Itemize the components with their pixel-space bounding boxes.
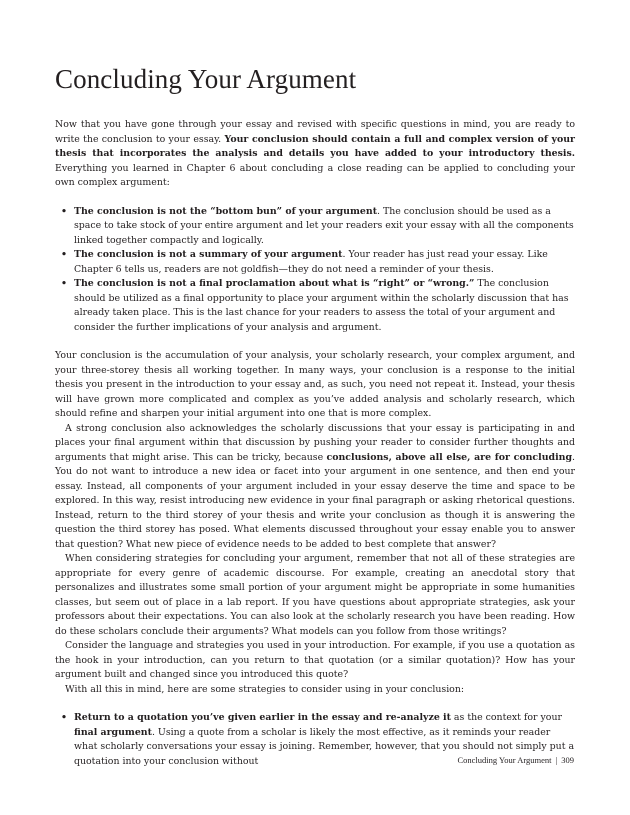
bullet-bold: The conclusion is not a final proclamation about what is “right” or “wrong.” [74,278,475,289]
body-text [55,118,575,769]
bullet-bold: The conclusion is not a summary of your argument [74,249,343,260]
bullet-icon: • [61,278,67,289]
para3-text-1: A strong conclusion also acknowledges the scholarly discussions that your essay is participating in and places your final argument within that discussion by pushing your reader to consider further thoughts and arguments that might arise. This can be tricky, because [55,422,575,463]
page-title: Concluding Your Argument [55,64,357,94]
paragraph-accumulation: Your conclusion is the accumulation of your analysis, your scholarly research, your complex argument, and your three-storey thesis all working together. In many ways, your conclusion is a response to the initial thesis you present in the introduction to your essay and, as such, you need not repeat it. Instead, your thesis will have grown more complicated and complex as you’ve added analysis and scholarly research, which should refine and sharpen your initial argument into one that is more complex. [55,350,575,419]
intro-paragraph [55,118,575,191]
page-number: 309 [561,755,574,765]
para3-bold: conclusions, above all else, are for concluding [326,451,573,463]
list-item [55,248,575,277]
paragraph-language: Consider the language and strategies you used in your introduction. For example, if you use a quotation as the hook in your introduction, can you return to that quotation (or a similar quotation)? How has your argument built and changed since you introduced this quote? [55,640,575,680]
strategy-bold-1: Return to a quotation you’ve given earlier in the essay and re-analyze it [74,712,451,723]
list-item [55,205,575,249]
bullet-icon: • [61,205,67,217]
paragraph-strategies: When considering strategies for concluding your argument, remember that not all of these strategies are appropriate for every genre of academic discourse. For example, creating an anecdotal story that personalizes and illustrates some small portion of your argument might be appropriate in some humanities classes, but seem out of place in a lab report. If you have questions about appropriate strategies, ask your professors about their expectations. You can also look at the scholarly research you have been reading. How do these scholars conclude their arguments? What models can you follow from those writings? [55,553,575,637]
bullet-text: The conclusion should be utilized as a final opportunity to place your argument within the scholarly discussion that has already taken place. This is the last chance for your readers to assess the total of your argument and consider the further implications of your analysis and argument. [74,278,569,333]
para3-text-2: . You do not want to introduce a new idea or facet into your argument in one sentence, and then end your essay. Instead, all components of your argument included in your essay deserve the time and space to be explored. In this way, resist introducing new evidence in your final paragraph or asking rhetorical questions. Instead, return to the third storey of your thesis and write your conclusion as though it is answering the question the third storey has posed. What elements discussed throughout your essay enable you to answer that question? What new piece of evidence needs to be added to best complete that answer? [55,451,575,550]
bullet-icon: • [61,249,67,260]
strategy-bold-2: final argument [74,726,152,738]
page-footer [457,755,574,765]
bullet-bold: The conclusion is not the “bottom bun” of your argument [74,205,378,217]
footer-chapter-title: Concluding Your Argument [457,755,552,765]
list-item [55,277,575,335]
bullet-icon: • [61,712,67,723]
bullet-text: . The conclusion should be used as a space to take stock of your entire argument and let your readers exit your essay with all the components linked together compactly and logically. [74,205,574,246]
conclusion-not-list [55,205,575,336]
intro-text-2: Everything you learned in Chapter 6 about concluding a close reading can be applied to concluding your own complex argument: [55,162,575,188]
strategy-text-1: as the context for your [450,712,562,723]
bullet-text: . Your reader has just read your essay. Like Chapter 6 tells us, readers are not goldfish—they do not need a reminder of your thesis. [74,249,548,275]
intro-text-1: Now that you have gone through your essay and revised with specific questions in mind, you are ready to write the conclusion to your essay. [55,119,575,145]
paragraph-strong-conclusion [55,422,575,553]
strategy-text-2: . Using a quote from a scholar is likely the most effective, as it reminds your reader what scholarly conversations your essay is joining. Remember, however, that you should not simply put a quotation into your conclusion without [74,726,575,767]
footer-separator: | [555,755,558,765]
intro-bold-thesis: Your conclusion should contain a full and complex version of your thesis that incorporates the analysis and details you have added to your introductory thesis. [55,133,575,159]
paragraph-with-all-this: With all this in mind, here are some strategies to consider using in your conclusion: [65,683,465,695]
